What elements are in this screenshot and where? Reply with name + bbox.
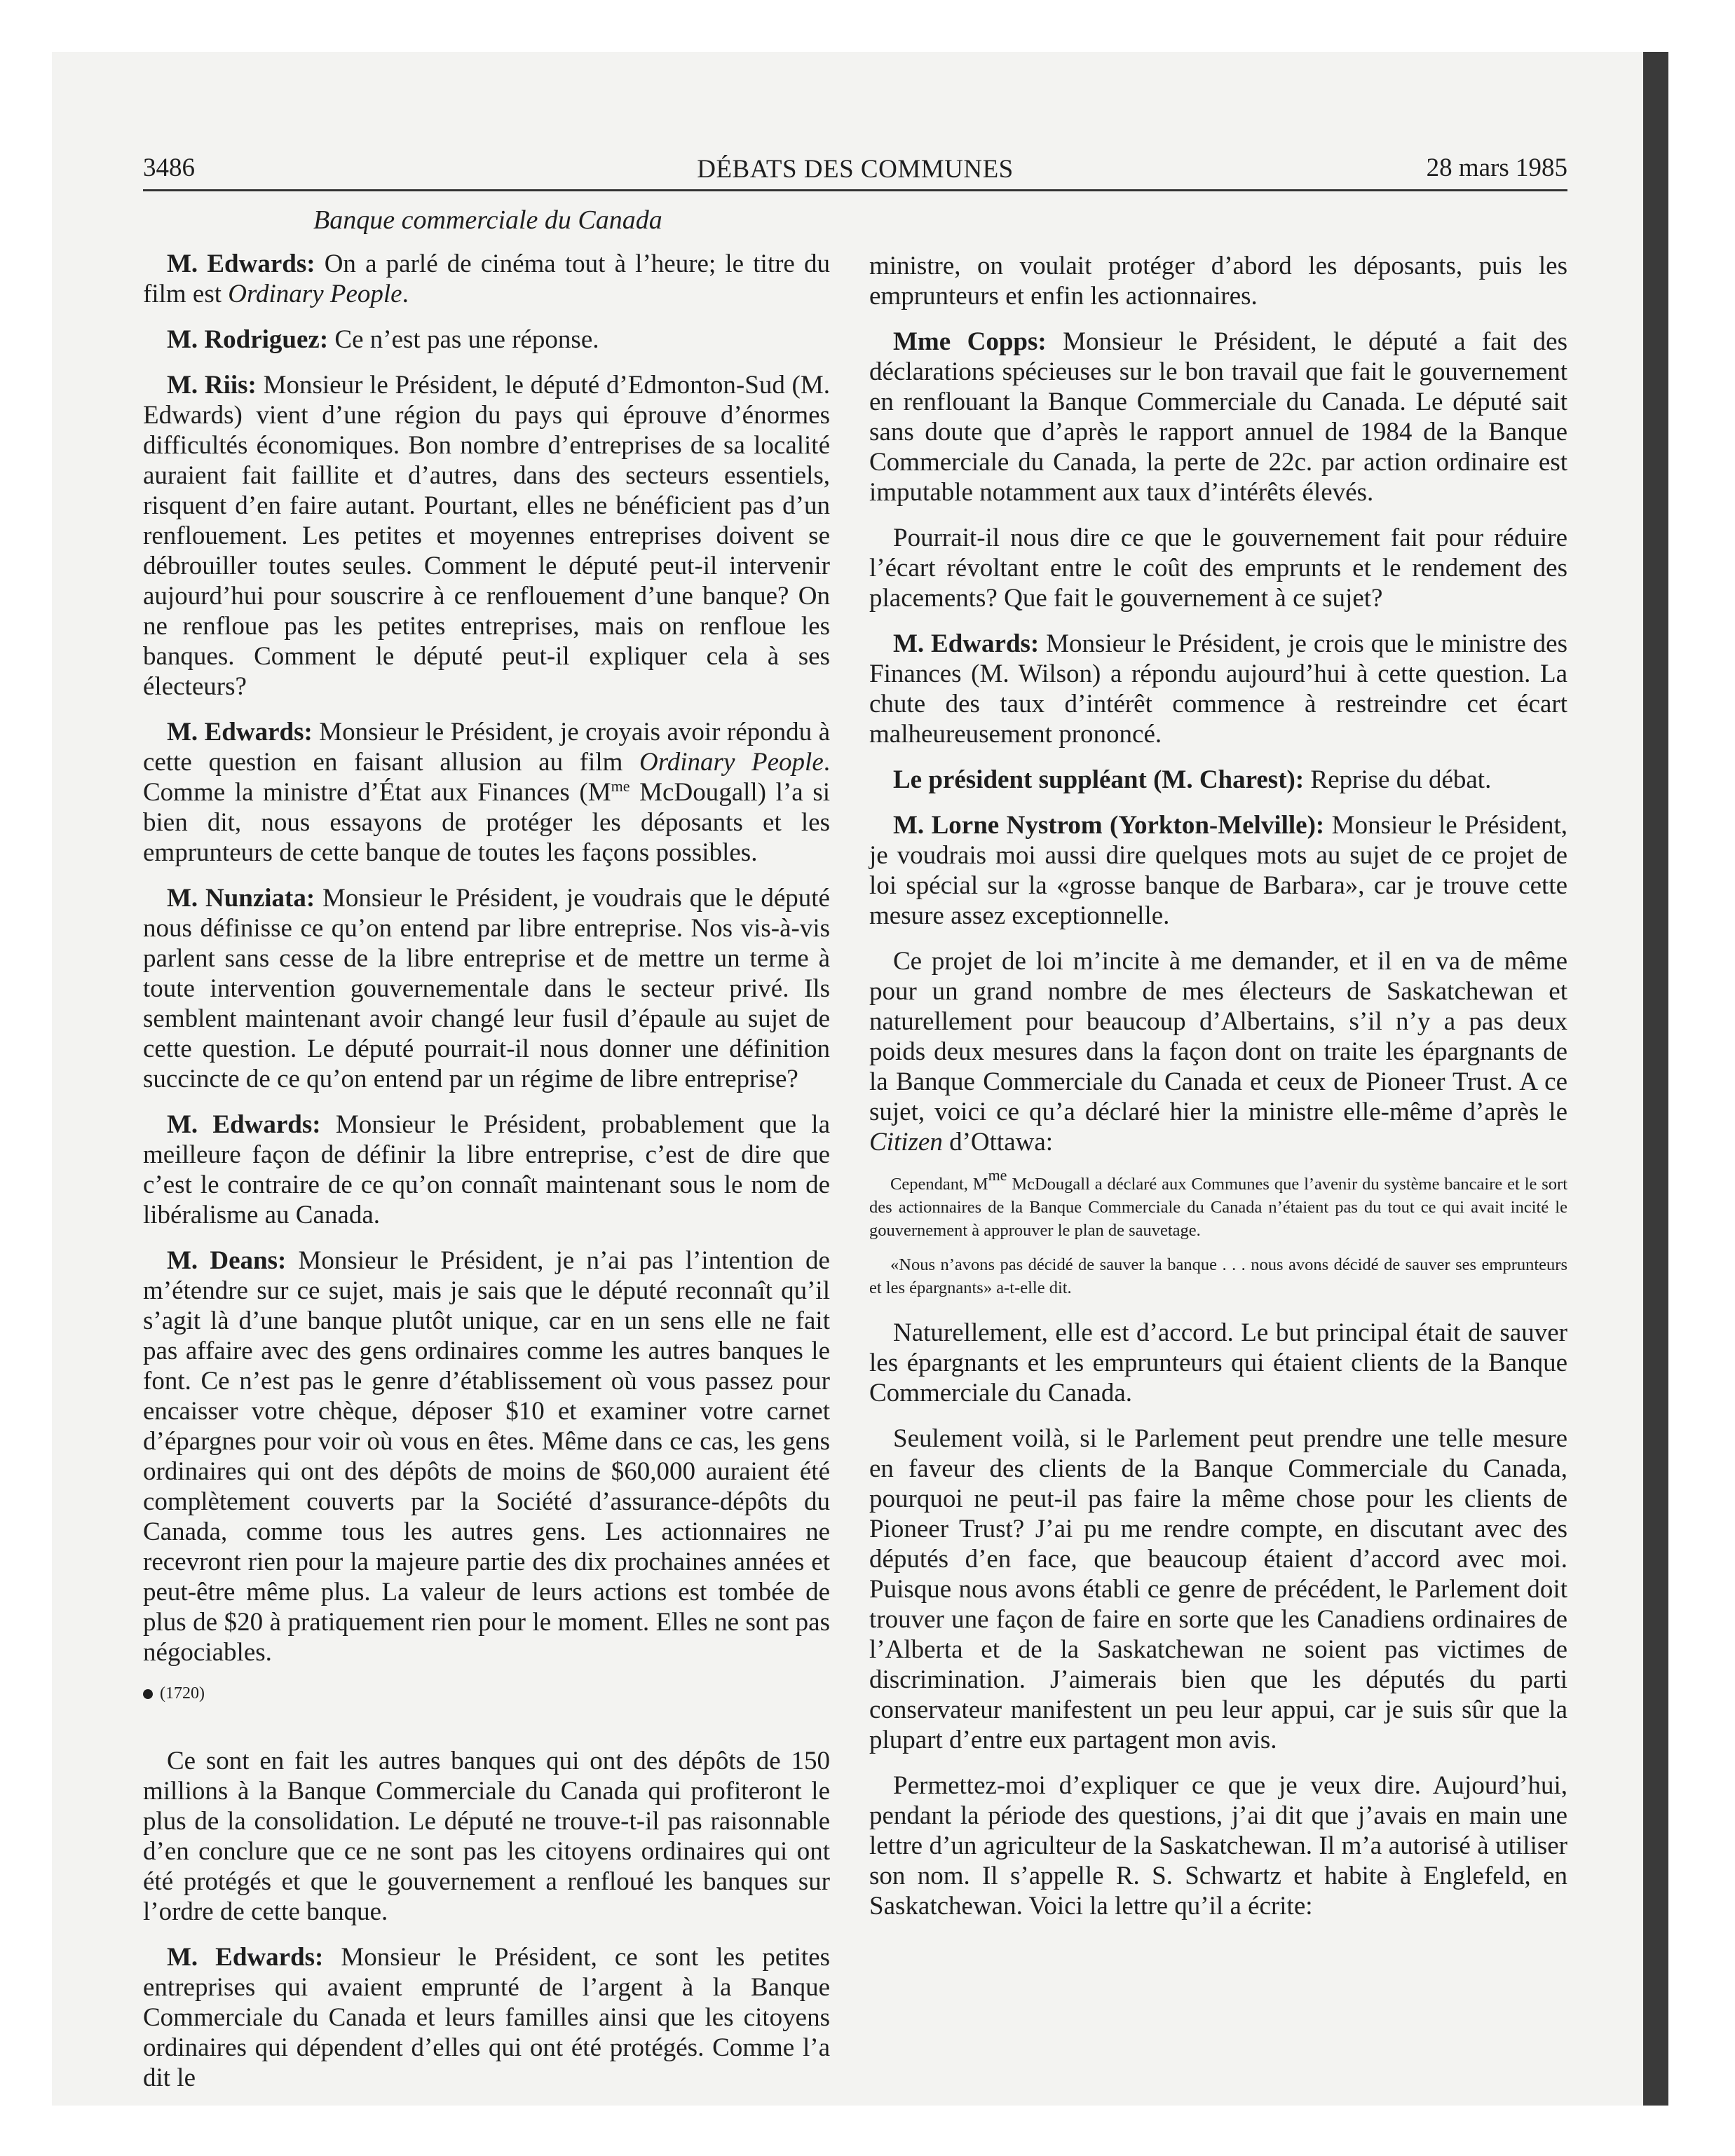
block-quote: «Nous n’avons pas décidé de sauver la banque . . . nous avons décidé de sauver ses emprunteurs et les épargnants» a-t-elle dit.: [869, 1255, 1567, 1297]
section-title: Banque commerciale du Canada: [313, 205, 662, 235]
paragraph: M. Deans: Monsieur le Président, je n’ai pas l’intention de m’étendre sur ce sujet, mais je sais que le député reconnaît qu’il s’agit là d’une banque plutôt unique, car en un sens elle ne fait pas affaire avec des gens ordinaires comme les autres banques le font. Ce n’est pas le genre d’établissement où vous passez pour encaisser votre chèque, déposer $10 et examiner votre carnet d’épargnes pour voir où vous en êtes. Même dans ce cas, les gens ordinaires qui ont des dépôts de moins de $60,000 auraient été complètement couverts par la Société d’assurance-dépôts du Canada, comme tous les autres gens. Les actionnaires ne recevront rien pour la majeure partie des dix prochaines années et peut-être même plus. La valeur de leurs actions est tombée de plus de $20 à pratiquement rien pour le moment. Elles ne sont pas négociables.: [143, 1246, 830, 1667]
page-number: 3486: [143, 153, 195, 182]
paragraph: Le président suppléant (M. Charest): Reprise du débat.: [893, 765, 1492, 794]
speaker-name: Le président suppléant (M. Charest):: [893, 765, 1305, 794]
paragraph: M. Edwards: Monsieur le Président, ce sont les petites entreprises qui avaient emprunté de l’argent à la Banque Commerciale du Canada et leurs familles ainsi que les citoyens ordinaires qui dépendent d’elles qui ont été protégés. Comme l’a dit le: [143, 1943, 831, 2092]
page-date: 28 mars 1985: [1426, 153, 1567, 182]
paragraph: M. Rodriguez: Ce n’est pas une réponse.: [167, 325, 599, 354]
paragraph: M. Edwards: Monsieur le Président, je crois que le ministre des Finances (M. Wilson) a répondu aujourd’hui à cette question. La chute des taux d’intérêt commence à restreindre cet écart malheureusement prononcé.: [869, 629, 1568, 749]
paragraph: Naturellement, elle est d’accord. Le but principal était de sauver les épargnants et les emprunteurs qui étaient clients de la Banque Commerciale du Canada.: [869, 1318, 1567, 1407]
bullet-icon: [143, 1689, 153, 1699]
speaker-name: M. Edwards:: [167, 718, 313, 746]
paragraph: M. Edwards: On a parlé de cinéma tout à l’heure; le titre du film est Ordinary People.: [143, 250, 831, 308]
paragraph: M. Lorne Nystrom (Yorkton-Melville): Monsieur le Président, je voudrais moi aussi dire quelques mots au sujet de ce projet de loi spécial sur la «grosse banque de Barbara», car je trouve cette mesure assez exceptionnelle.: [869, 811, 1567, 930]
running-title: DÉBATS DES COMMUNES: [697, 155, 1014, 184]
paragraph: M. Edwards: Monsieur le Président, probablement que la meilleure façon de définir la libre entreprise, c’est de dire que c’est le contraire de ce qu’on connaît maintenant sous le nom de libéralisme au Canada.: [143, 1110, 831, 1229]
left-column: [143, 249, 830, 2108]
speaker-name: Mme Copps:: [893, 327, 1047, 356]
paragraph: Seulement voilà, si le Parlement peut prendre une telle mesure en faveur des clients de la Banque Commerciale du Canada, pourquoi ne peut-il pas faire la même chose pour les clients de Pioneer Trust? J’ai pu me rendre compte, en discutant avec des députés d’en face, que beaucoup étaient d’accord avec moi. Puisque nous avons établi ce genre de précédent, le Parlement doit trouver une façon de faire en sorte que les Canadiens ordinaires de l’Alberta et de la Saskatchewan ne soient pas victimes de discrimination. J’aimerais bien que les députés du parti conservateur manifestent un peu leur appui, car je suis sûr que la plupart d’entre eux partagent mon avis.: [869, 1424, 1567, 1754]
paragraph: M. Riis: Monsieur le Président, le député d’Edmonton-Sud (M. Edwards) vient d’une région du pays qui éprouve d’énormes difficultés économiques. Bon nombre d’entreprises de sa localité auraient fait faillite et d’autres, dans des secteurs essentiels, risquent d’en faire autant. Pourtant, elles ne bénéficient pas d’un renflouement. Les petites et moyennes entreprises doivent se débrouiller toutes seules. Comment le député peut-il intervenir aujourd’hui pour souscrire à ce renflouement d’une banque? On ne renfloue pas les petites entreprises, mais on renfloue les banques. Comment le député peut-il expliquer cela à ses électeurs?: [143, 371, 830, 701]
timestamp: (1720): [143, 1683, 830, 1704]
paragraph: M. Edwards: Monsieur le Président, je croyais avoir répondu à cette question en faisant allusion au film Ordinary People. Comme la ministre d’État aux Finances ($M^{me}$ McDougall) l’a si bien dit, nous essayons de protéger les déposants et les emprunteurs de cette banque de toutes les façons possibles.: [143, 718, 831, 867]
speaker-name: M. Deans:: [167, 1246, 287, 1275]
paragraph: Permettez-moi d’expliquer ce que je veux dire. Aujourd’hui, pendant la période des questions, j’ai dit que j’avais en main une lettre d’un agriculteur de la Saskatchewan. Il m’a autorisé à utiliser son nom. Il s’appelle R. S. Schwartz et habite à Englefeld, en Saskatchewan. Voici la lettre qu’il a écrite:: [869, 1771, 1567, 1920]
speaker-name: M. Edwards:: [167, 250, 315, 278]
paragraph: M. Nunziata: Monsieur le Président, je voudrais que le député nous définisse ce qu’on entend par libre entreprise. Nos vis-à-vis parlent sans cesse de la libre entreprise et de mettre un terme à toute intervention gouvernementale dans le secteur privé. Ils semblent maintenant avoir changé leur fusil d’épaule au sujet de cette question. Le député pourrait-il nous donner une définition succincte de ce qu’on entend par un régime de libre entreprise?: [143, 884, 830, 1093]
speaker-name: M. Edwards:: [167, 1110, 321, 1139]
scan-edge-shadow: [1643, 52, 1668, 2106]
speaker-name: M. Lorne Nystrom (Yorkton-Melville):: [893, 811, 1325, 840]
right-column: [869, 251, 1567, 1937]
paragraph: Ce sont en fait les autres banques qui ont des dépôts de 150 millions à la Banque Commerciale du Canada qui profiteront le plus de la consolidation. Le député ne trouve-t-il pas raisonnable d’en conclure que ce ne sont pas les citoyens ordinaires qui ont été protégés et que le gouvernement a renfloué les banques sur l’ordre de cette banque.: [143, 1747, 830, 1926]
paragraph: Mme Copps: Monsieur le Président, le député a fait des déclarations spécieuses sur le bon travail que fait le gouvernement en renflouant la Banque Commerciale du Canada. Le député sait sans doute que d’après le rapport annuel de 1984 de la Banque Commerciale du Canada, la perte de 22c. par action ordinaire est imputable notamment aux taux d’intérêts élevés.: [869, 327, 1567, 507]
speaker-name: M. Edwards:: [167, 1943, 324, 1972]
speaker-name: M. Nunziata:: [167, 884, 315, 913]
block-quote: Cependant, $M^{me}$ McDougall a déclaré aux Communes que l’avenir du système bancaire et le sort des actionnaires de la Banque Commerciale du Canada n’étaient pas du tout ce qui avait incité le gouvernement à approuver le plan de sauvetage.: [869, 1166, 1567, 1240]
paragraph: Pourrait-il nous dire ce que le gouvernement fait pour réduire l’écart révoltant entre le coût des emprunts et le rendement des placements? Que fait le gouvernement à ce sujet?: [869, 524, 1567, 613]
speaker-name: M. Riis:: [167, 371, 257, 400]
page-header: [143, 153, 1567, 191]
paragraph: ministre, on voulait protéger d’abord les déposants, puis les emprunteurs et enfin les actionnaires.: [869, 252, 1567, 311]
paragraph: Ce projet de loi m’incite à me demander, et il en va de même pour un grand nombre de mes électeurs de Saskatchewan et naturellement pour beaucoup d’Albertains, s’il n’y a pas deux poids deux mesures dans la façon dont on traite les épargnants de la Banque Commerciale du Canada et ceux de Pioneer Trust. A ce sujet, voici ce qu’a déclaré hier la ministre elle-même d’après le Citizen d’Ottawa:: [869, 947, 1567, 1157]
speaker-name: M. Rodriguez:: [167, 325, 329, 354]
speaker-name: M. Edwards:: [893, 629, 1040, 658]
